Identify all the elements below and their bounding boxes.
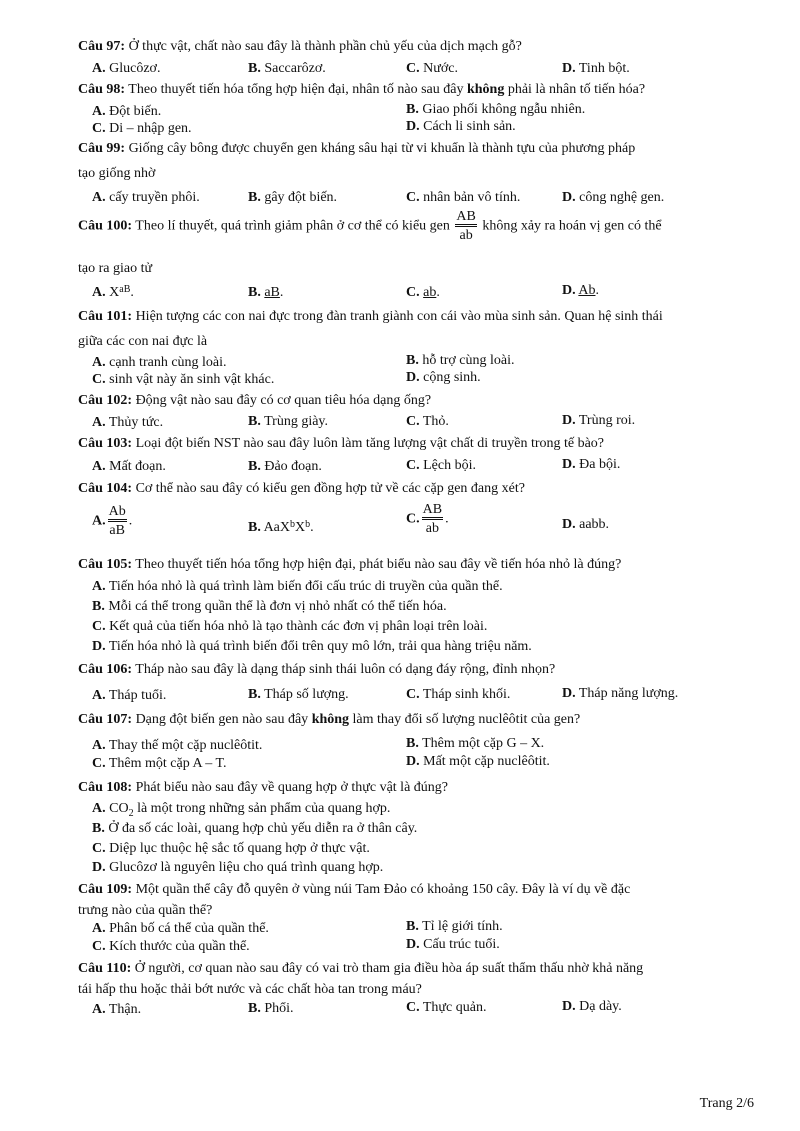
q97-option-c: C. Nước. (406, 61, 458, 76)
q98-option-c: C. Di – nhập gen. (92, 121, 192, 136)
q98-option-a: A. Đột biến. (92, 104, 162, 119)
q101-option-a: A. cạnh tranh cùng loài. (92, 355, 227, 370)
q97-option-d: D. Tinh bột. (562, 61, 630, 76)
q107-option-d: D. Mất một cặp nuclêôtit. (406, 754, 550, 769)
q105-option-c: C. Kết quả của tiến hóa nhỏ là tạo thành các đơn vị phân loại trên loài. (92, 619, 488, 634)
question-101: Câu 101: Hiện tượng các con nai đực trong đàn tranh giành con cái vào mùa sinh sản. Quan hệ sinh thái (78, 309, 663, 324)
q97-option-a: A. Glucôzơ. (92, 61, 161, 76)
q100-option-b: B. aB. (248, 285, 284, 300)
q100-option-d: D. Ab. (562, 283, 599, 298)
question-104: Câu 104: Cơ thể nào sau đây có kiểu gen đồng hợp tử về các cặp gen đang xét? (78, 481, 525, 496)
genotype-fraction: $\frac{AB}{ab}$ (456, 209, 476, 243)
q106-option-d: D. Tháp năng lượng. (562, 686, 679, 701)
q107-option-b: B. Thêm một cặp G – X. (406, 736, 545, 751)
question-100: Câu 100: Theo lí thuyết, quá trình giảm phân ở cơ thể có kiểu gen $\frac{AB}{ab}$ không xảy ra hoán vị gen có thể (78, 209, 662, 243)
question-102: Câu 102: Động vật nào sau đây có cơ quan tiêu hóa dạng ống? (78, 393, 432, 408)
question-110-cont: tái hấp thu hoặc thải bớt nước và các chất hòa tan trong máu? (78, 982, 422, 997)
q102-option-b: B. Trùng giày. (248, 414, 329, 429)
q97-option-b: B. Saccarôzơ. (248, 61, 326, 76)
q102-option-a: A. Thủy tức. (92, 415, 164, 430)
q103-option-b: B. Đảo đoạn. (248, 459, 322, 474)
q101-option-d: D. cộng sinh. (406, 370, 481, 385)
question-97: Câu 97: Ở thực vật, chất nào sau đây là thành phần chủ yếu của dịch mạch gỗ? (78, 39, 522, 54)
q109-option-a: A. Phân bố cá thể của quần thể. (92, 921, 269, 936)
q99-option-c: C. nhân bản vô tính. (406, 190, 521, 205)
q101-option-b: B. hỗ trợ cùng loài. (406, 353, 515, 368)
q106-option-b: B. Tháp số lượng. (248, 687, 349, 702)
q110-option-d: D. Dạ dày. (562, 999, 622, 1014)
q105-option-a: A. Tiến hóa nhỏ là quá trình làm biến đổi cấu trúc di truyền của quần thể. (92, 579, 503, 594)
question-100-cont: tạo ra giao tử (78, 261, 153, 276)
q98-option-b: B. Giao phối không ngẫu nhiên. (406, 102, 586, 117)
question-106: Câu 106: Tháp nào sau đây là dạng tháp sinh thái luôn có dạng đáy rộng, đỉnh nhọn? (78, 662, 556, 677)
q99-option-b: B. gây đột biến. (248, 190, 338, 205)
q105-option-b: B. Mỗi cá thể trong quần thể là đơn vị nhỏ nhất có thể tiến hóa. (92, 599, 447, 614)
q109-option-b: B. Tỉ lệ giới tính. (406, 919, 503, 934)
q109-option-d: D. Cấu trúc tuổi. (406, 937, 500, 952)
q107-option-c: C. Thêm một cặp A – T. (92, 756, 227, 771)
q108-option-a: A. $CO_2$ là một trong những sản phẩm của quang hợp. (92, 801, 391, 819)
question-105: Câu 105: Theo thuyết tiến hóa tổng hợp hiện đại, phát biểu nào sau đây về tiến hóa nhỏ là đúng? (78, 557, 622, 572)
q108-option-d: D. Glucôzơ là nguyên liệu cho quá trình quang hợp. (92, 860, 384, 875)
q99-option-a: A. cấy truyền phôi. (92, 190, 200, 205)
q104-option-c: C. $\frac{AB}{ab}$ . (406, 502, 449, 536)
question-109-cont: trưng nào của quần thể? (78, 903, 213, 918)
q102-option-d: D. Trùng roi. (562, 413, 636, 428)
q103-option-d: D. Đa bội. (562, 457, 621, 472)
q109-option-c: C. Kích thước của quần thể. (92, 939, 250, 954)
q110-option-a: A. Thận. (92, 1002, 142, 1017)
q100-option-a: A. $X^{aB}$. (92, 284, 134, 300)
question-109: Câu 109: Một quần thể cây đỗ quyên ở vùng núi Tam Đảo có khoảng 150 cây. Đây là ví dụ về đặc (78, 882, 631, 897)
q108-option-c: C. Diệp lục thuộc hệ sắc tố quang hợp ở thực vật. (92, 841, 370, 856)
q98-option-d: D. Cách li sinh sản. (406, 119, 516, 134)
q104-option-a: A. $\frac{Ab}{aB}$ . (92, 504, 133, 538)
q101-option-c: C. sinh vật này ăn sinh vật khác. (92, 372, 275, 387)
q105-option-d: D. Tiến hóa nhỏ là quá trình biến đổi trên quy mô lớn, trải qua hàng triệu năm. (92, 639, 532, 654)
page-number: Trang 2/6 (699, 1096, 754, 1111)
q107-option-a: A. Thay thế một cặp nuclêôtit. (92, 738, 263, 753)
q110-option-c: C. Thực quản. (406, 1000, 487, 1015)
q103-option-a: A. Mất đoạn. (92, 459, 166, 474)
q100-option-c: C. ab. (406, 285, 440, 300)
q102-option-c: C. Thỏ. (406, 414, 449, 429)
q104-option-d: D. aabb. (562, 517, 610, 532)
question-101-cont: giữa các con nai đực là (78, 334, 208, 349)
question-98: Câu 98: Theo thuyết tiến hóa tổng hợp hiện đại, nhân tố nào sau đây không phải là nhân tố tiến hóa? (78, 82, 646, 97)
q103-option-c: C. Lệch bội. (406, 458, 476, 473)
question-108: Câu 108: Phát biểu nào sau đây về quang hợp ở thực vật là đúng? (78, 780, 448, 795)
q110-option-b: B. Phổi. (248, 1001, 294, 1016)
q106-option-a: A. Tháp tuổi. (92, 688, 167, 703)
question-99-cont: tạo giống nhờ (78, 166, 156, 181)
q104-option-b: B. $AaX^bX^b$. (248, 519, 314, 535)
q99-option-d: D. công nghệ gen. (562, 190, 665, 205)
question-103: Câu 103: Loại đột biến NST nào sau đây luôn làm tăng lượng vật chất di truyền trong tế bào? (78, 436, 605, 451)
q108-option-b: B. Ở đa số các loài, quang hợp chủ yếu diễn ra ở thân cây. (92, 821, 418, 836)
question-110: Câu 110: Ở người, cơ quan nào sau đây có vai trò tham gia điều hòa áp suất thẩm thấu nhờ khả năng (78, 961, 644, 976)
q106-option-c: C. Tháp sinh khối. (406, 687, 511, 702)
question-99: Câu 99: Giống cây bông được chuyển gen kháng sâu hại từ vi khuẩn là thành tựu của phương pháp (78, 141, 636, 156)
question-107: Câu 107: Dạng đột biến gen nào sau đây không làm thay đổi số lượng nuclêôtit của gen? (78, 712, 581, 727)
